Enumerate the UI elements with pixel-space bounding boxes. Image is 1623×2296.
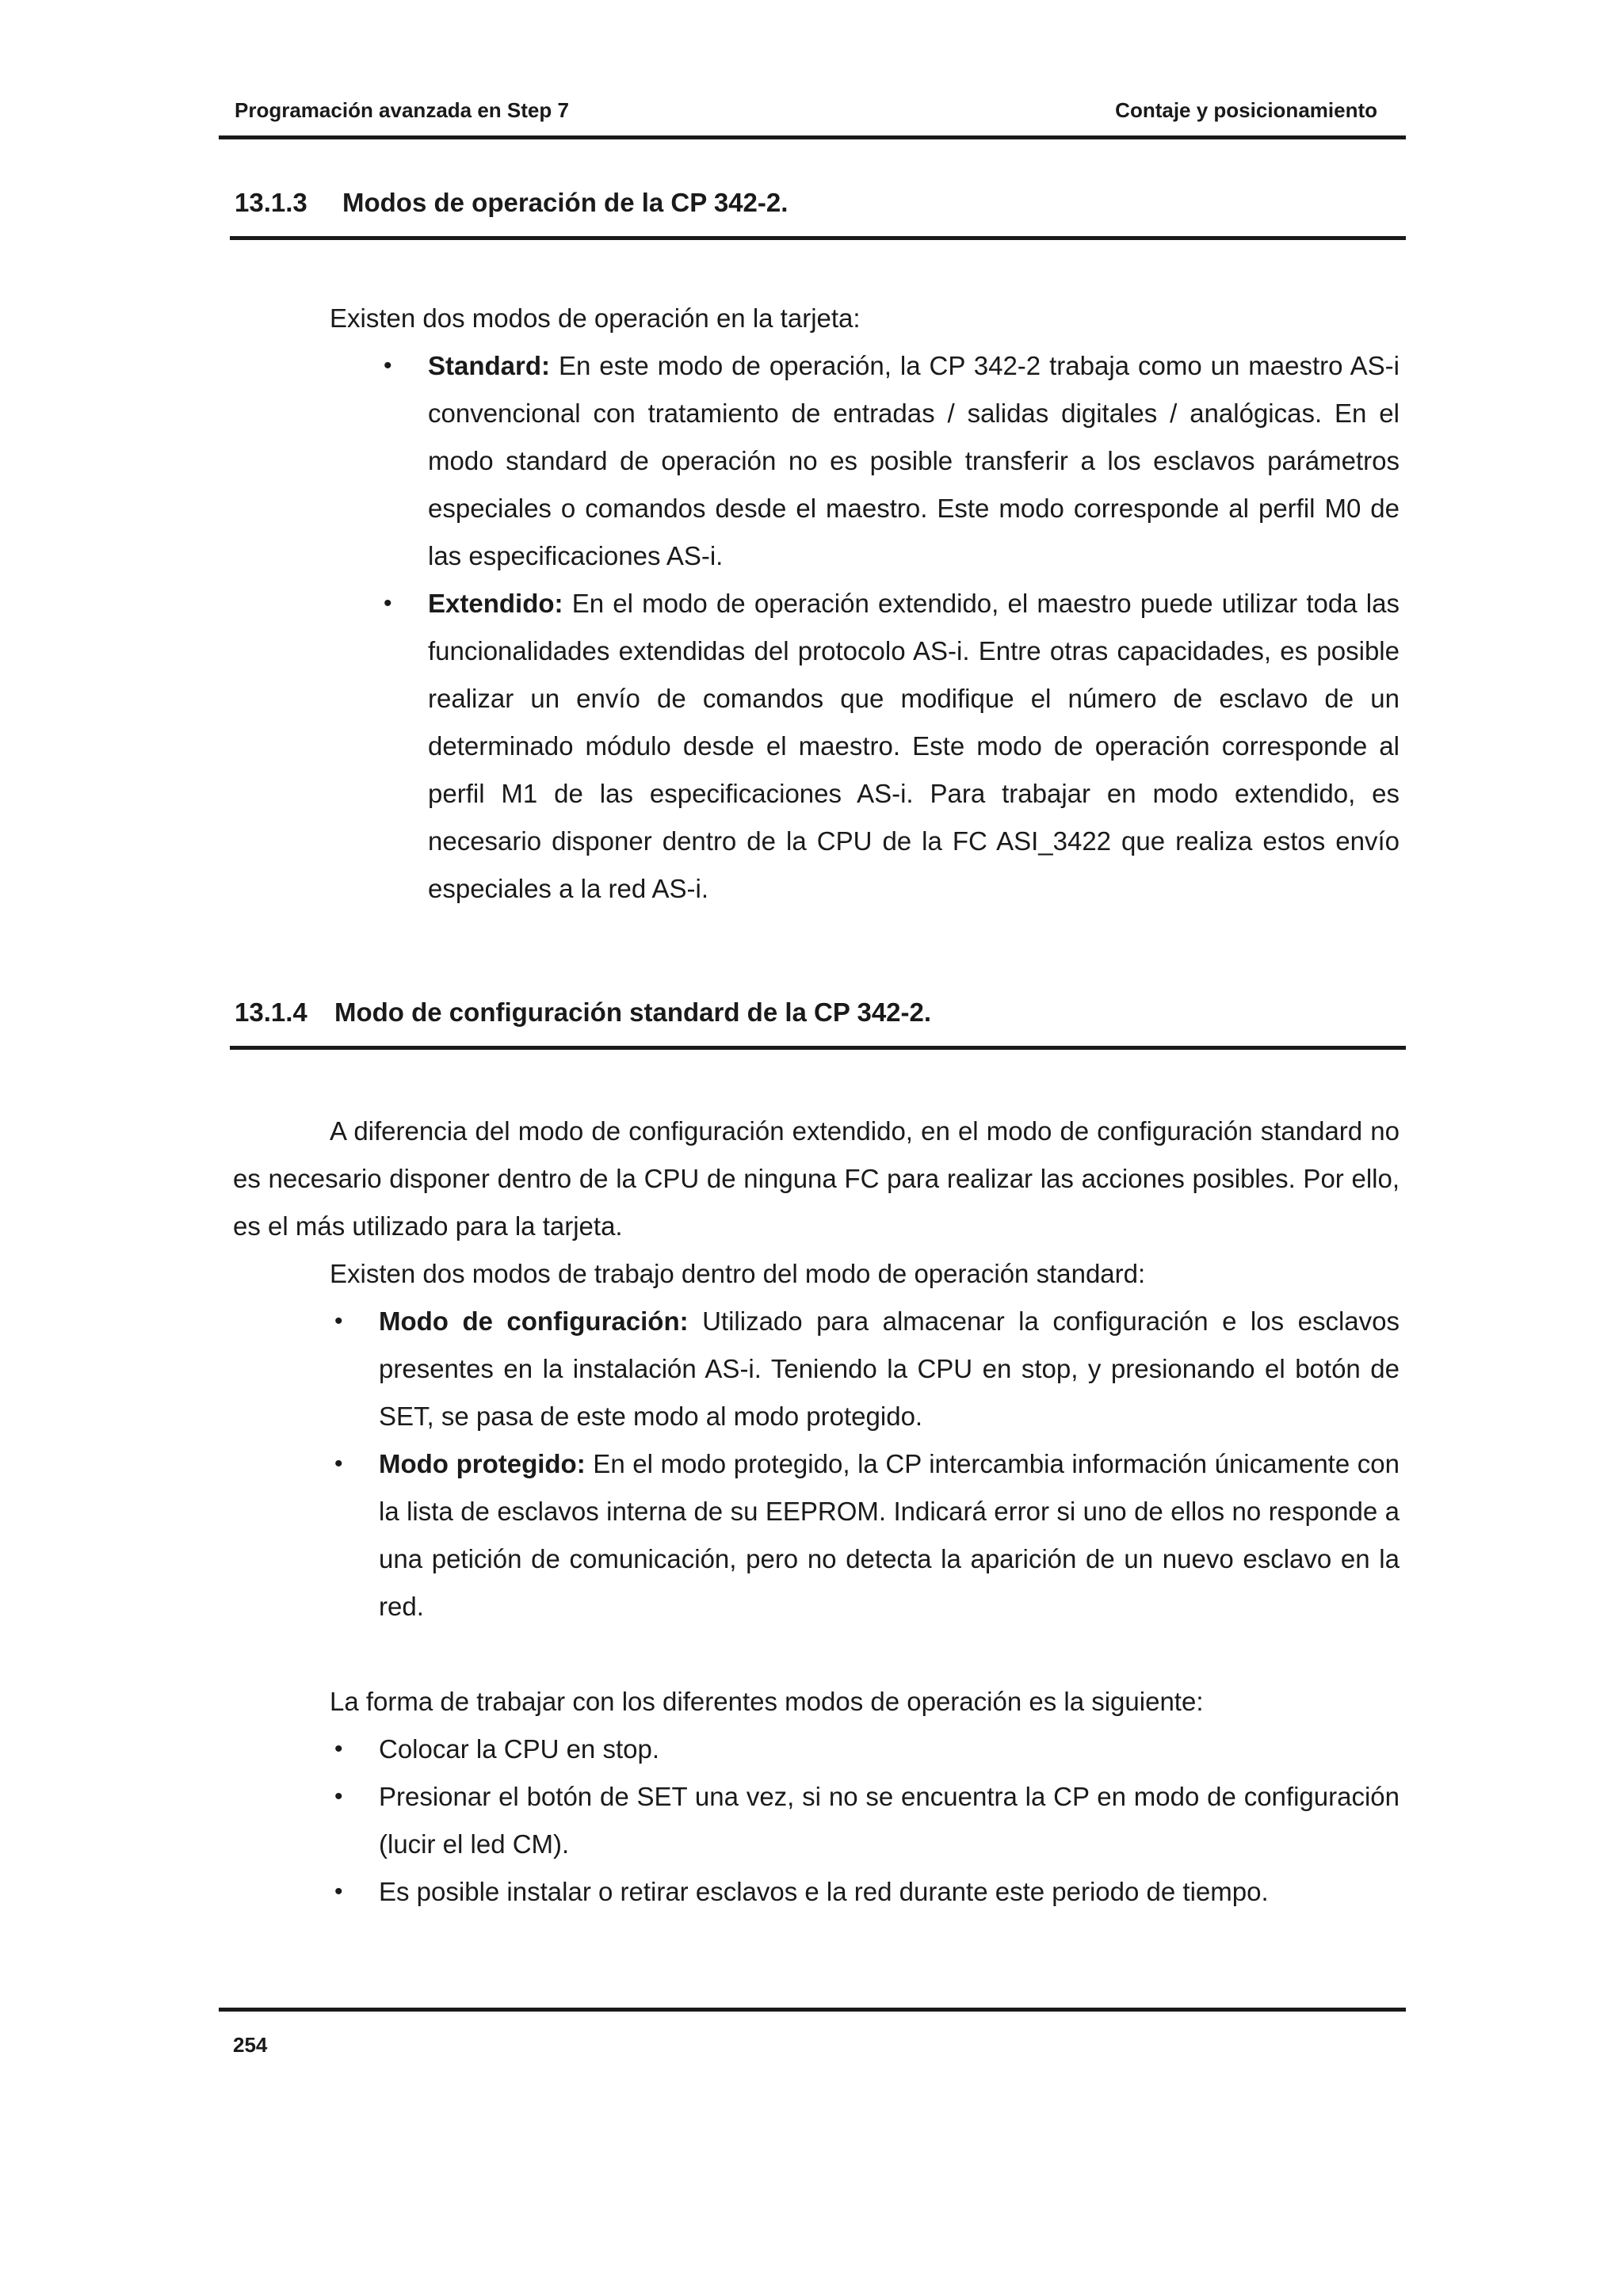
- list-item-text: En el modo protegido, la CP intercambia información únicamente con la lista de esclavos interna de su EEPROM. Indicará error si uno de ellos no responde a una petición de comunicación, pero no detecta la aparición de un nuevo esclavo en la red.: [379, 1449, 1400, 1621]
- list-item: [384, 342, 1400, 580]
- list-item-text: Utilizado para almacenar la configuración e los esclavos presentes en la instalación AS-i. Teniendo la CPU en stop, y presionando el botón de SET, se pasa de este modo al modo protegido.: [379, 1306, 1400, 1431]
- list-item-text: En este modo de operación, la CP 342-2 trabaja como un maestro AS-i convencional con tratamiento de entradas / salidas digitales / analógicas. En el modo standard de operación no es posible transferir a los esclavos parámetros especiales o comandos desde el maestro. Este modo corresponde al perfil M0 de las especificaciones AS-i.: [428, 351, 1400, 570]
- list-item-text: Es posible instalar o retirar esclavos e la red durante este periodo de tiempo.: [379, 1877, 1269, 1906]
- section2-paragraph2: [330, 1250, 1400, 1298]
- list-item-text: Colocar la CPU en stop.: [379, 1734, 659, 1764]
- list-item: [334, 1726, 1400, 1773]
- list-item-term: Standard:: [428, 351, 551, 380]
- section1-intro: [330, 295, 1406, 342]
- header-book-title: Programación avanzada en Step 7: [235, 98, 569, 122]
- bullet-icon: •: [384, 590, 392, 616]
- bullet-icon: •: [334, 1736, 343, 1762]
- section2-paragraph1: [233, 1108, 1400, 1250]
- list-item: [334, 1773, 1400, 1868]
- section-title: Modo de configuración standard de la CP 342-2.: [334, 997, 932, 1027]
- list-item: [334, 1868, 1400, 1916]
- list-item-text: Presionar el botón de SET una vez, si no se encuentra la CP en modo de configuración (lucir el led CM).: [379, 1782, 1400, 1859]
- section-heading-13-1-4: [230, 997, 1406, 1050]
- section-heading-13-1-3: [230, 187, 1406, 240]
- section-number: 13.1.4: [235, 997, 307, 1027]
- section-number: 13.1.3: [235, 188, 307, 217]
- bullet-icon: •: [384, 353, 392, 379]
- paragraph: Existen dos modos de trabajo dentro del modo de operación standard:: [330, 1259, 1146, 1288]
- bullet-icon: •: [334, 1783, 343, 1810]
- list-item: [334, 1440, 1400, 1630]
- list-item: [384, 580, 1400, 913]
- section1-list: [384, 342, 1400, 913]
- list-item-text: En el modo de operación extendido, el maestro puede utilizar toda las funcionalidades extendidas del protocolo AS-i. Entre otras capacidades, es posible realizar un envío de comandos que modifique el número de esclavo de un determinado módulo desde el maestro. Este modo de operación corresponde al perfil M1 de las especificaciones AS-i. Para trabajar en modo extendido, es necesario disponer dentro de la CPU de la FC ASI_3422 que realiza estos envío especiales a la red AS-i.: [428, 589, 1400, 903]
- list-item: [334, 1298, 1400, 1440]
- header-chapter-title: Contaje y posicionamiento: [1115, 98, 1377, 122]
- section-title: Modos de operación de la CP 342-2.: [342, 188, 789, 217]
- intro-paragraph: Existen dos modos de operación en la tarjeta:: [330, 303, 861, 333]
- paragraph: La forma de trabajar con los diferentes modos de operación es la siguiente:: [330, 1687, 1204, 1716]
- paragraph: A diferencia del modo de configuración extendido, en el modo de configuración standard no es necesario disponer dentro de la CPU de ninguna FC para realizar las acciones posibles. Por ello, es el más utilizado para la tarjeta.: [233, 1116, 1400, 1241]
- bullet-icon: •: [334, 1451, 343, 1477]
- bullet-icon: •: [334, 1308, 343, 1334]
- section2-list: [334, 1298, 1400, 1630]
- page-number: 254: [233, 2033, 268, 2057]
- section2-paragraph3: [330, 1678, 1400, 1726]
- list-item-term: Modo protegido:: [379, 1449, 586, 1478]
- page-header: [219, 82, 1406, 139]
- section2-steps: [334, 1726, 1400, 1916]
- list-item-term: Modo de configuración:: [379, 1306, 689, 1336]
- footer-rule: [219, 2008, 1406, 2012]
- list-item-term: Extendido:: [428, 589, 563, 618]
- bullet-icon: •: [334, 1878, 343, 1905]
